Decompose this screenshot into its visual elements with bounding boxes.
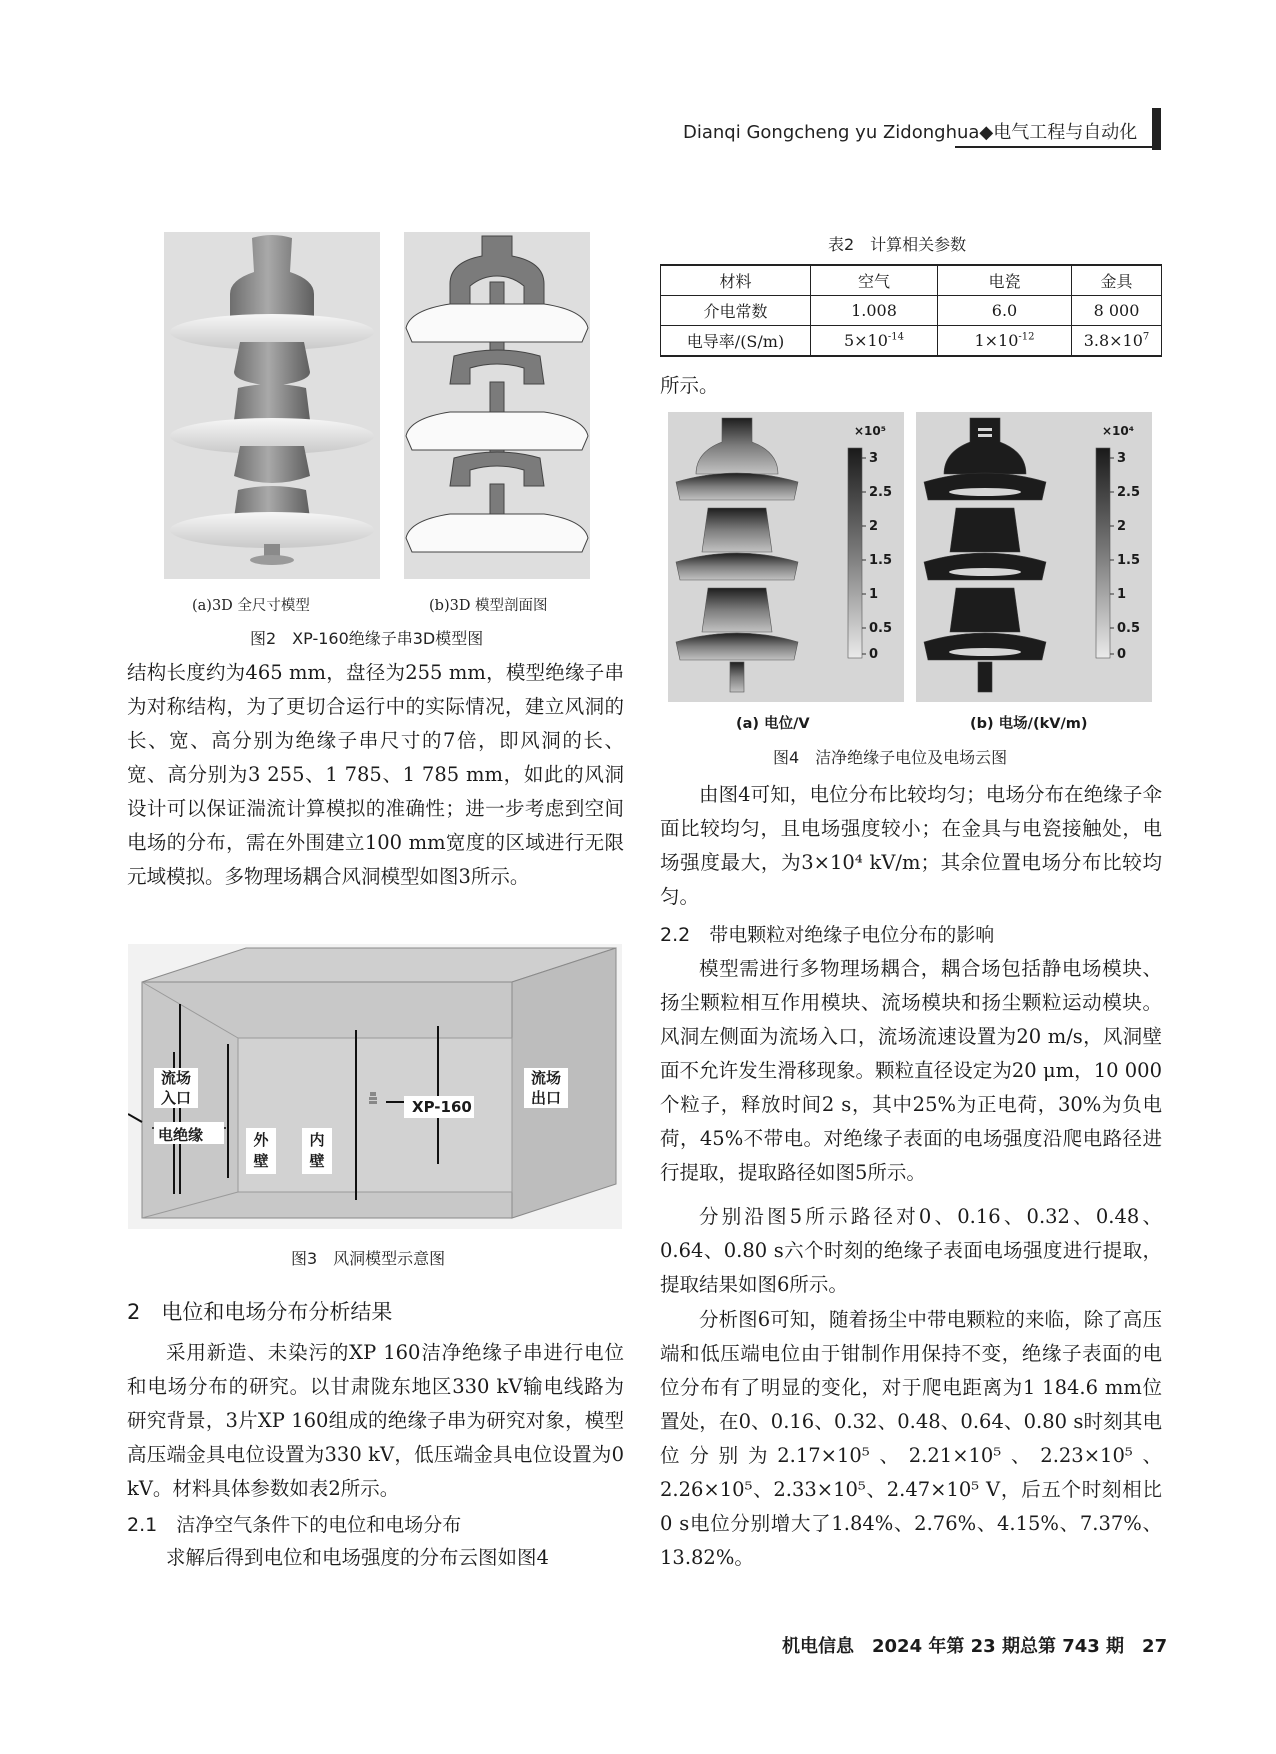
value-exponent: -14 (887, 331, 905, 343)
figure2-image-b (404, 232, 590, 579)
right-para-fig4 (660, 778, 1162, 914)
label-outlet (524, 1068, 568, 1108)
section-2-title: 2 电位和电场分布分析结果 (127, 1300, 393, 1324)
label-outlet-text: 流场出口 (530, 1069, 561, 1107)
table-header-cell: 材料 (661, 265, 811, 296)
scale-tick: 0 (869, 647, 879, 662)
insulator-section-view (404, 232, 590, 579)
scale-tick: 0 (1117, 647, 1127, 662)
xp160-model-icon (369, 1092, 377, 1104)
label-outer-wall-text: 外壁 (253, 1131, 269, 1170)
scale-tick: 2.5 (1117, 485, 1141, 500)
table-cell: 介电常数 (661, 296, 811, 326)
table-cell (1072, 326, 1162, 357)
scale-tick: 2.5 (869, 485, 893, 500)
table2-title: 表2 计算相关参数 (828, 235, 967, 254)
table-cell (811, 326, 938, 357)
left-para1 (127, 656, 624, 894)
table-cell: 6.0 (938, 296, 1072, 326)
figure2-image-a (164, 232, 380, 579)
figure4-sub-a: (a) 电位/V (736, 716, 810, 732)
scale-tick: 2 (1117, 519, 1127, 534)
body-paragraph: 分析图6可知，随着扬尘中带电颗粒的来临，除了高压端和低压端电位由于钳制作用保持不变，绝缘子表面的电位分布有了明显的变化，对于爬电距离为1 184.6 mm位置处，在0、0.16、0.32、0.48、0.64、0.80 s时刻其电位分别为2.17×10⁵、2.21×10⁵、2.23×10⁵、2.26×10⁵、2.33×10⁵、2.47×10⁵ V，后五个时刻相比0 s电位分别增大了1.84%、2.76%、4.15%、7.37%、13.82%。 (660, 1308, 1162, 1569)
page-footer: 机电信息 2024 年第 23 期总第 743 期 27 (782, 1636, 1168, 1657)
scale-tick: 1 (869, 587, 879, 602)
right-para5 (660, 1200, 1162, 1302)
section-2-1-title: 2.1 洁净空气条件下的电位和电场分布 (127, 1514, 462, 1536)
scale-tick: 1.5 (869, 553, 893, 568)
label-insulation: 电绝缘 (158, 1126, 204, 1144)
scale-tick: 0.5 (869, 621, 893, 636)
scale-multiplier-b: ×10⁴ (1102, 424, 1135, 438)
table-cell: 8 000 (1072, 296, 1162, 326)
figure2-sub-b: (b)3D 模型剖面图 (429, 598, 548, 614)
right-para4 (660, 952, 1162, 1190)
label-inlet-text: 流场入口 (160, 1069, 191, 1107)
table-header-row (661, 265, 1162, 296)
value-base: 1×10 (974, 331, 1019, 350)
body-paragraph: 模型需进行多物理场耦合，耦合场包括静电场模块、扬尘颗粒相互作用模块、流场模块和扬尘颗粒运动模块。风洞左侧面为流场入口，流场流速设置为20 m/s，风洞壁面不允许发生滑移现象。颗粒直径设定为20 μm，10 000个粒子，释放时间2 s，其中25%为正电荷，30%为负电荷，45%不带电。对绝缘子表面的电场强度沿爬电路径进行提取，提取路径如图5所示。 (660, 957, 1162, 1184)
figure3-image (128, 944, 622, 1229)
scale-tick: 3 (869, 451, 879, 466)
value-exponent: 7 (1142, 331, 1150, 343)
figure2-caption: 图2 XP-160绝缘子串3D模型图 (250, 629, 484, 648)
body-paragraph: 分别沿图5所示路径对0、0.16、0.32、0.48、0.64、0.80 s六个时刻的绝缘子表面电场强度进行提取，提取结果如图6所示。 (660, 1205, 1162, 1296)
figure2-sub-a: (a)3D 全尺寸模型 (192, 598, 310, 614)
figure4-caption: 图4 洁净绝缘子电位及电场云图 (773, 748, 1008, 767)
table2 (660, 264, 1162, 357)
scale-tick: 0.5 (1117, 621, 1141, 636)
scale-tick: 3 (1117, 451, 1127, 466)
body-paragraph: 由图4可知，电位分布比较均匀；电场分布在绝缘子伞面比较均匀，且电场强度较小；在金具与电瓷接触处，电场强度最大，为3×10⁴ kV/m；其余位置电场分布比较均匀。 (660, 783, 1162, 908)
scale-tick: 1 (1117, 587, 1127, 602)
header-rule (955, 146, 1161, 148)
figure4-sub-b: (b) 电场/(kV/m) (970, 716, 1088, 732)
insulator-3d-model (164, 232, 380, 579)
figure4-image-b (916, 412, 1152, 702)
section-2-2-title: 2.2 带电颗粒对绝缘子电位分布的影响 (660, 924, 995, 946)
table-cell: 电导率/(S/m) (661, 326, 811, 357)
figure4-image-a (668, 412, 904, 702)
scale-tick: 2 (869, 519, 879, 534)
running-header: Dianqi Gongcheng yu Zidonghua◆电气工程与自动化 (683, 122, 1138, 143)
label-model: XP-160 (412, 1098, 472, 1116)
right-cont: 所示。 (660, 374, 719, 397)
table-cell: 1.008 (811, 296, 938, 326)
table-row (661, 326, 1162, 357)
label-inner-wall-text: 内壁 (309, 1131, 325, 1170)
header-bar (1152, 108, 1161, 150)
figure3-caption: 图3 风洞模型示意图 (291, 1249, 446, 1268)
table-cell (938, 326, 1072, 357)
table-header-cell: 电瓷 (938, 265, 1072, 296)
value-base: 3.8×10 (1083, 331, 1143, 350)
scale-multiplier-a: ×10⁵ (854, 424, 887, 438)
left-para3 (127, 1541, 624, 1575)
label-inner-wall (302, 1130, 332, 1172)
body-paragraph: 采用新造、未染污的XP 160洁净绝缘子串进行电位和电场分布的研究。以甘肃陇东地区330 kV输电线路为研究背景，3片XP 160组成的绝缘子串为研究对象，模型高压端金具电位设置为330 kV，低压端金具电位设置为0 kV。材料具体参数如表2所示。 (127, 1341, 624, 1500)
table-header-cell: 空气 (811, 265, 938, 296)
left-para2 (127, 1336, 624, 1506)
table-row (661, 296, 1162, 326)
label-inlet (154, 1068, 198, 1108)
value-exponent: -12 (1018, 331, 1035, 343)
value-base: 5×10 (843, 331, 888, 350)
body-paragraph: 结构长度约为465 mm，盘径为255 mm，模型绝缘子串为对称结构，为了更切合运行中的实际情况，建立风洞的长、宽、高分别为绝缘子串尺寸的7倍，即风洞的长、宽、高分别为3 255、1 785、1 785 mm，如此的风洞设计可以保证湍流计算模拟的准确性；进一步考虑到空间电场的分布，需在外围建立100 mm宽度的区域进行无限元域模拟。多物理场耦合风洞模型如图3所示。 (127, 661, 624, 888)
scale-tick: 1.5 (1117, 553, 1141, 568)
label-outer-wall (246, 1130, 276, 1172)
right-para6 (660, 1303, 1162, 1575)
table-header-cell: 金具 (1072, 265, 1162, 296)
body-paragraph: 求解后得到电位和电场强度的分布云图如图4 (166, 1546, 549, 1569)
